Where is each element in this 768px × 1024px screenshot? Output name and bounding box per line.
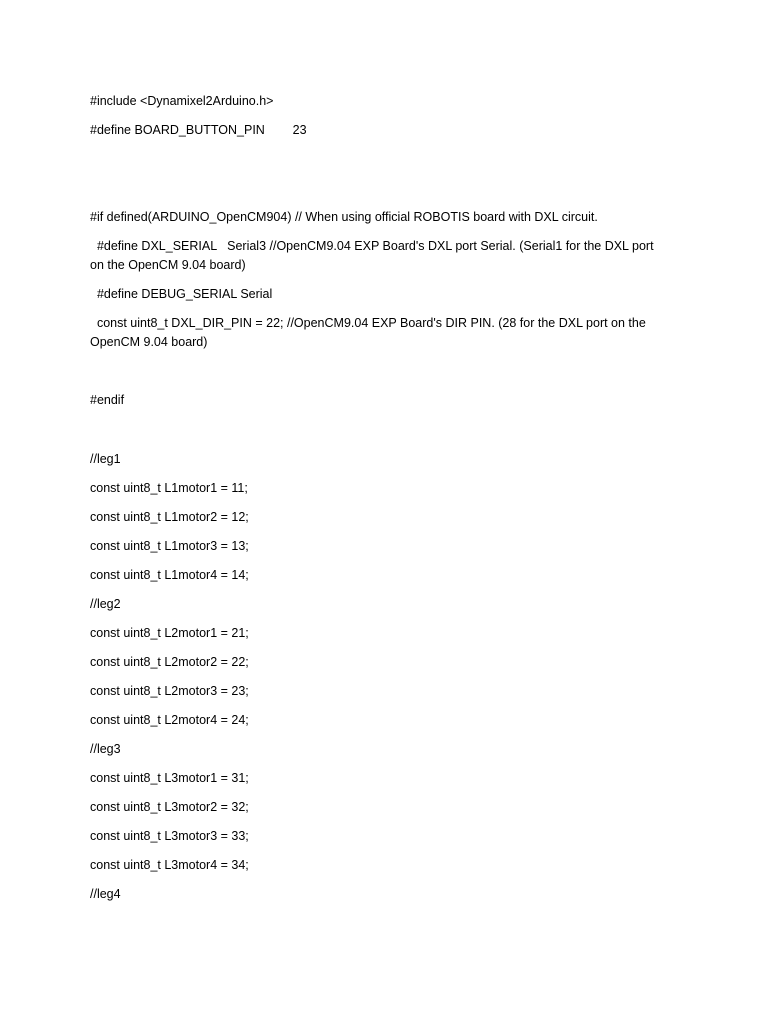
code-line-define-dxl-serial: #define DXL_SERIAL Serial3 //OpenCM9.04 EXP Board's DXL port Serial. (Serial1 for the DXL port on the OpenCM 9.04 board) [90, 239, 658, 272]
code-line-l3motor3: const uint8_t L3motor3 = 33; [90, 829, 249, 843]
code-line-endif: #endif [90, 393, 125, 407]
code-line-l1motor1: const uint8_t L1motor1 = 11; [90, 481, 248, 495]
code-line-l3motor4: const uint8_t L3motor4 = 34; [90, 858, 249, 872]
code-line-l2motor1: const uint8_t L2motor1 = 21; [90, 626, 249, 640]
code-line-l1motor3: const uint8_t L1motor3 = 13; [90, 539, 249, 553]
code-line-l2motor2: const uint8_t L2motor2 = 22; [90, 655, 249, 669]
code-line-define-debug: #define DEBUG_SERIAL Serial [90, 287, 273, 301]
code-comment-leg1: //leg1 [90, 452, 121, 466]
code-line-l1motor2: const uint8_t L1motor2 = 12; [90, 510, 249, 524]
code-line-define-button: #define BOARD_BUTTON_PIN 23 [90, 123, 307, 137]
code-comment-leg2: //leg2 [90, 597, 121, 611]
code-line-if-defined: #if defined(ARDUINO_OpenCM904) // When using official ROBOTIS board with DXL circuit. [90, 210, 598, 224]
code-line-dir-pin: const uint8_t DXL_DIR_PIN = 22; //OpenCM9.04 EXP Board's DIR PIN. (28 for the DXL port on the OpenCM 9.04 board) [90, 316, 650, 349]
code-line-l3motor2: const uint8_t L3motor2 = 32; [90, 800, 249, 814]
code-comment-leg4: //leg4 [90, 887, 121, 901]
code-line-l3motor1: const uint8_t L3motor1 = 31; [90, 771, 249, 785]
code-comment-leg3: //leg3 [90, 742, 121, 756]
code-line-l2motor4: const uint8_t L2motor4 = 24; [90, 713, 249, 727]
code-line-l1motor4: const uint8_t L1motor4 = 14; [90, 568, 249, 582]
code-line-l2motor3: const uint8_t L2motor3 = 23; [90, 684, 249, 698]
code-line-include: #include <Dynamixel2Arduino.h> [90, 94, 274, 108]
